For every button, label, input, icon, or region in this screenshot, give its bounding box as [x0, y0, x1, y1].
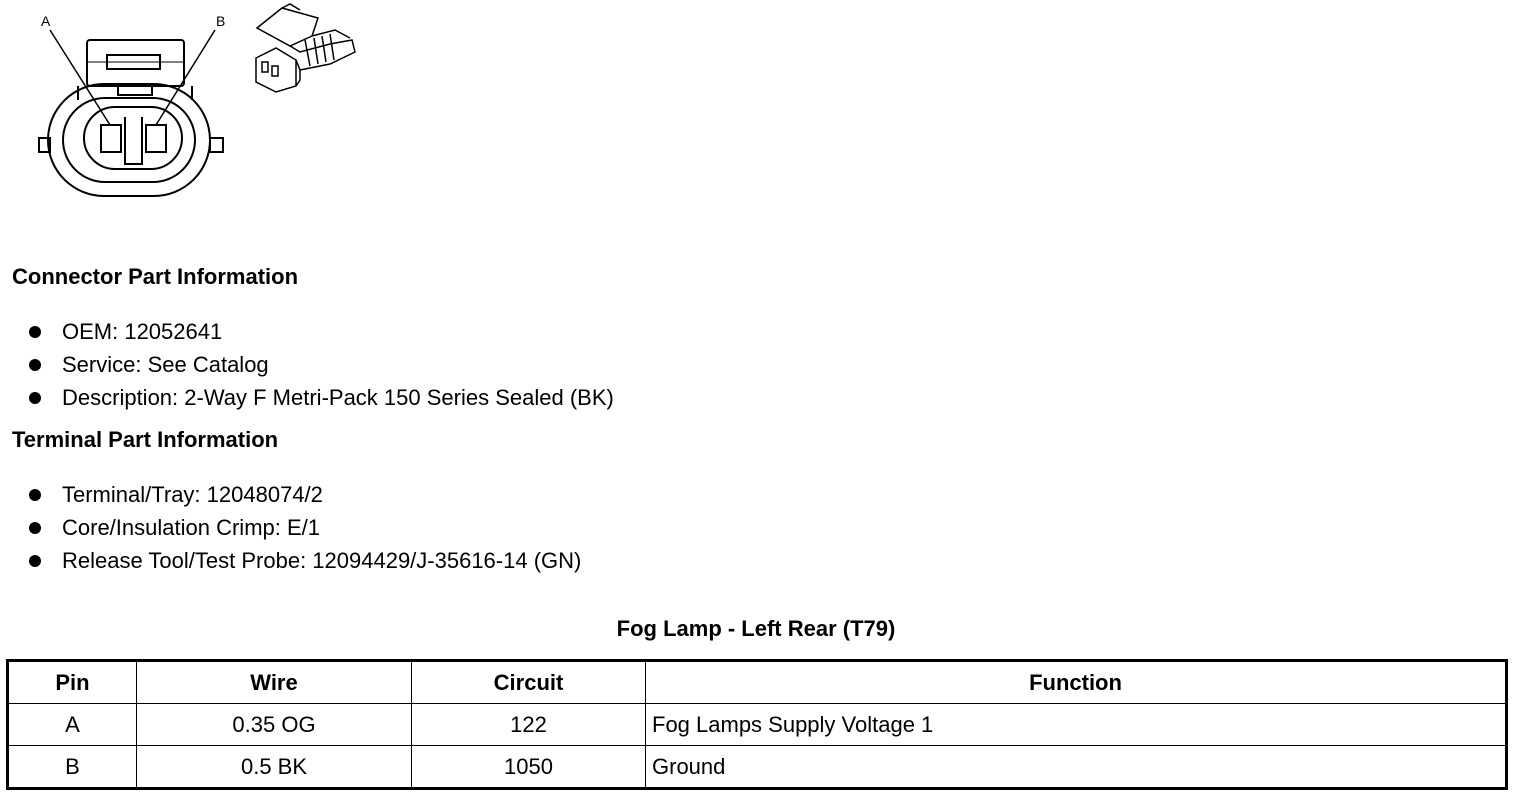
- list-item-text: Core/Insulation Crimp: E/1: [62, 515, 320, 540]
- list-item-text: Description: 2-Way F Metri-Pack 150 Series Sealed (BK): [62, 385, 614, 410]
- connector-face-view: [39, 30, 223, 196]
- cell-circuit: 122: [412, 704, 646, 746]
- bullet-icon: [29, 489, 41, 501]
- header-circuit: Circuit: [412, 661, 646, 704]
- bullet-icon: [29, 392, 41, 404]
- table-row: [8, 746, 1507, 789]
- table-row: [8, 704, 1507, 746]
- bullet-icon: [29, 326, 41, 338]
- cell-function: Fog Lamps Supply Voltage 1: [646, 704, 1507, 746]
- cell-pin: A: [8, 704, 137, 746]
- bullet-icon: [29, 359, 41, 371]
- connector-part-info-heading: Connector Part Information: [12, 264, 299, 289]
- pin-label-a: A: [41, 13, 51, 29]
- list-item-text: OEM: 12052641: [62, 319, 223, 344]
- cell-function: Ground: [646, 746, 1507, 789]
- list-item-text: Service: See Catalog: [62, 352, 269, 377]
- header-function: Function: [646, 661, 1507, 704]
- connector-drawing: [0, 0, 370, 210]
- bullet-icon: [29, 522, 41, 534]
- cell-wire: 0.5 BK: [137, 746, 412, 789]
- table-header-row: [8, 661, 1507, 704]
- pin-table: [6, 659, 1508, 790]
- pin-label-b: B: [216, 13, 226, 29]
- header-pin: Pin: [8, 661, 137, 704]
- terminal-part-info-heading: Terminal Part Information: [12, 427, 279, 452]
- bullet-icon: [29, 555, 41, 567]
- pin-table-title: Fog Lamp - Left Rear (T79): [616, 616, 896, 641]
- cell-circuit: 1050: [412, 746, 646, 789]
- list-item-text: Terminal/Tray: 12048074/2: [62, 482, 323, 507]
- cell-pin: B: [8, 746, 137, 789]
- cell-wire: 0.35 OG: [137, 704, 412, 746]
- header-wire: Wire: [137, 661, 412, 704]
- list-item-text: Release Tool/Test Probe: 12094429/J-35616-14 (GN): [62, 548, 582, 573]
- connector-isometric-view: [256, 4, 355, 92]
